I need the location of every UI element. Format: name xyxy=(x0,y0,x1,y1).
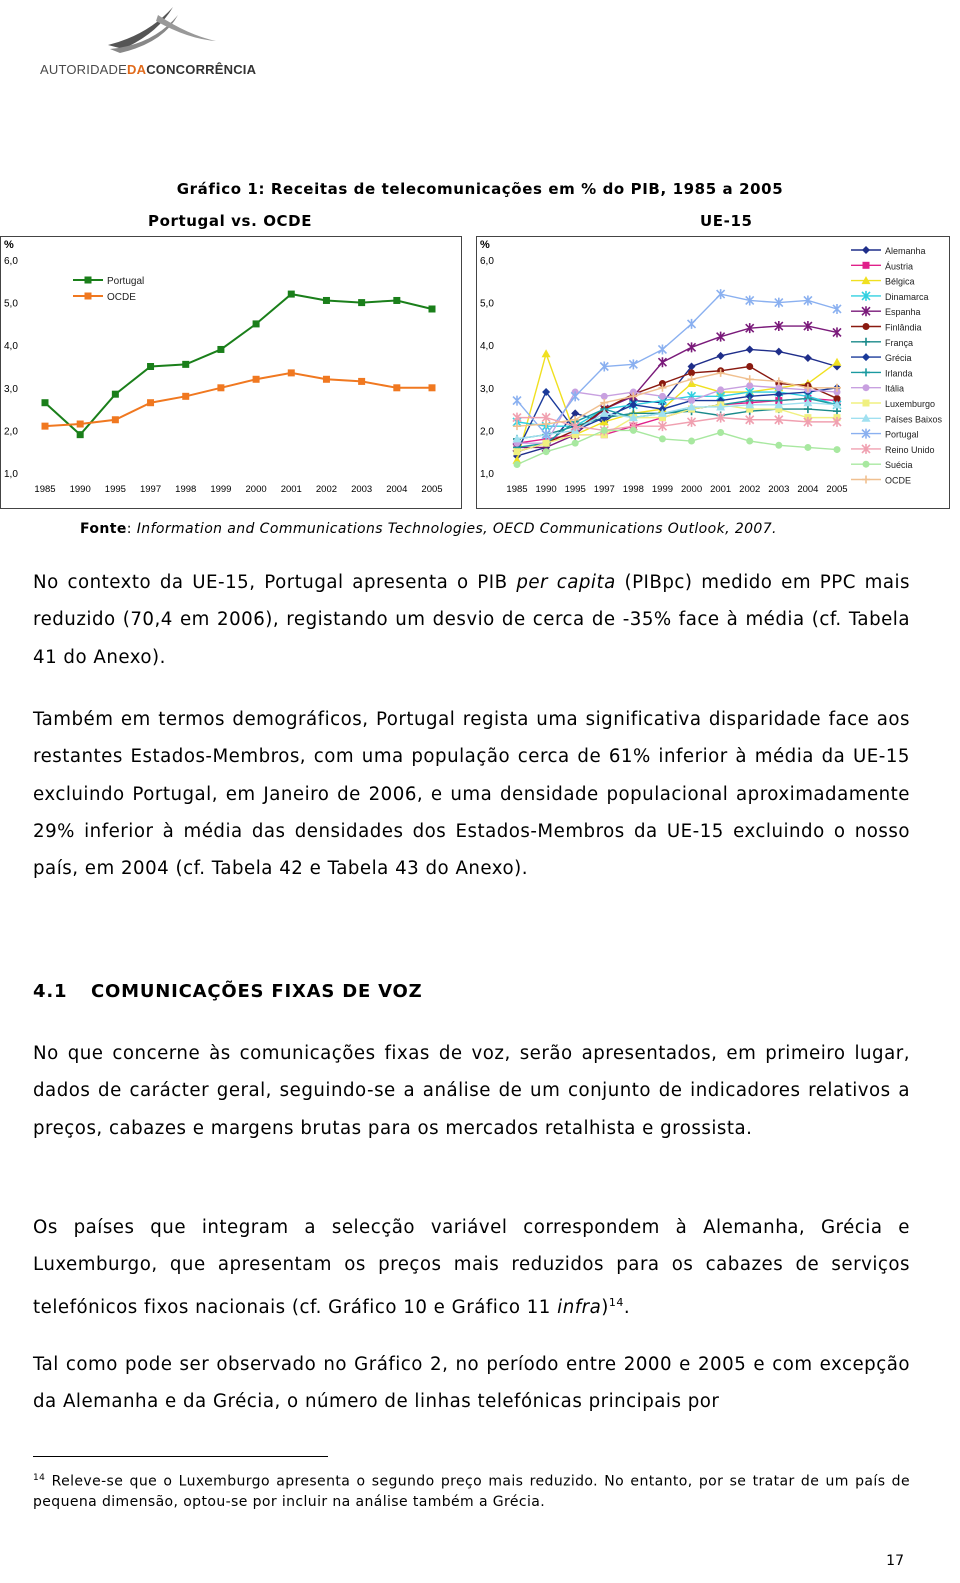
x-tick-label: 2003 xyxy=(768,484,790,495)
y-tick-label: 1,0 xyxy=(480,469,494,480)
x-tick-label: 1997 xyxy=(593,484,615,495)
x-tick-label: 2004 xyxy=(797,484,819,495)
data-point xyxy=(658,344,666,354)
data-point xyxy=(746,345,754,353)
data-point xyxy=(288,291,295,298)
legend-marker xyxy=(862,368,870,376)
y-tick-label: 2,0 xyxy=(4,426,18,438)
y-tick-label: 4,0 xyxy=(4,341,18,353)
right-chart-subtitle: UE-15 xyxy=(700,212,753,230)
data-point xyxy=(746,375,754,383)
paragraph-demografia: Também em termos demográficos, Portugal regista uma significativa disparidade face aos restantes Estados-Membros, com uma população cerca de 61% inferior à média da UE-15 excluindo Portugal, em Janeiro de 2006, e uma densidade populacional aproximadamente 29% inferior à média das densidades dos Estados-Membros da UE-15 excluindo o nosso país, em 2004 (cf. Tabela 42 e Tabela 43 do Anexo). xyxy=(33,709,910,880)
y-tick-label: 2,0 xyxy=(480,426,494,438)
data-point xyxy=(746,438,753,445)
y-tick-label: 3,0 xyxy=(4,383,18,395)
legend-label: Áustria xyxy=(885,261,914,272)
data-point xyxy=(513,422,521,430)
legend-label: OCDE xyxy=(107,292,136,303)
x-tick-label: 1990 xyxy=(535,484,557,495)
data-point xyxy=(288,369,295,376)
figure-title: Gráfico 1: Receitas de telecomunicações em % do PIB, 1985 a 2005 xyxy=(176,180,784,198)
y-unit-label: % xyxy=(4,239,14,251)
y-tick-label: 3,0 xyxy=(480,383,494,395)
legend-marker xyxy=(863,461,870,468)
x-tick-label: 1995 xyxy=(104,484,126,495)
data-point xyxy=(804,405,812,413)
data-point xyxy=(323,297,330,304)
legend-marker xyxy=(863,400,870,407)
legend-label: Países Baixos xyxy=(885,414,943,425)
x-tick-label: 2001 xyxy=(710,484,732,495)
x-tick-label: 1985 xyxy=(506,484,528,495)
data-point xyxy=(147,363,154,370)
data-point xyxy=(253,320,260,327)
x-tick-label: 1997 xyxy=(139,484,162,495)
x-tick-label: 1999 xyxy=(210,484,232,495)
x-tick-label: 1995 xyxy=(564,484,586,495)
x-tick-label: 2003 xyxy=(351,484,373,495)
x-tick-label: 2004 xyxy=(386,484,408,495)
section-heading: 4.1 COMUNICAÇÕES FIXAS DE VOZ xyxy=(33,981,423,1002)
data-point xyxy=(688,375,696,383)
y-tick-label: 6,0 xyxy=(480,256,494,267)
legend-label: França xyxy=(885,337,914,348)
paragraph-linhas-telefonicas: Tal como pode ser observado no Gráfico 2, no período entre 2000 e 2005 e com excepção da Alemanha e da Grécia, o número de linhas telefónicas principais por xyxy=(33,1354,910,1413)
data-point xyxy=(688,319,696,329)
page-number: 17 xyxy=(886,1553,904,1569)
legend-label: Irlanda xyxy=(885,368,913,379)
paragraph-comunicacoes-fixas: No que concerne às comunicações fixas de voz, serão apresentados, em primeiro lugar, dados de carácter geral, seguindo-se a análise de um conjunto de indicadores relativos a preços, cabazes e margens brutas para os mercados retalhista e grossista. xyxy=(33,1043,910,1139)
legend-label: Reino Unido xyxy=(885,444,935,455)
data-point xyxy=(717,332,725,342)
series-line xyxy=(517,354,837,461)
logo-text: AUTORIDADEDACONCORRÊNCIA xyxy=(40,62,257,77)
data-point xyxy=(717,386,724,393)
x-tick-label: 2000 xyxy=(680,484,703,495)
chart-ue15-svg xyxy=(477,237,949,508)
x-tick-label: 2005 xyxy=(826,484,848,495)
data-point xyxy=(804,354,812,362)
x-tick-label: 2002 xyxy=(315,484,338,495)
data-point xyxy=(217,384,224,391)
data-point xyxy=(543,440,550,447)
data-point xyxy=(358,299,365,306)
data-point xyxy=(358,378,365,385)
data-point xyxy=(834,446,841,453)
x-tick-label: 1999 xyxy=(651,484,674,495)
data-point xyxy=(147,399,154,406)
legend-marker xyxy=(862,353,870,361)
y-tick-label: 1,0 xyxy=(4,469,18,480)
y-tick-label: 4,0 xyxy=(480,341,494,353)
data-point xyxy=(393,297,400,304)
legend-label: Suécia xyxy=(885,460,913,471)
y-tick-label: 6,0 xyxy=(4,256,18,267)
legend-label: Finlândia xyxy=(885,322,922,333)
x-tick-label: 1990 xyxy=(69,484,91,495)
data-point xyxy=(775,348,783,356)
data-point xyxy=(429,384,436,391)
legend-label: OCDE xyxy=(885,475,912,486)
data-point xyxy=(513,396,521,406)
data-point xyxy=(833,358,842,366)
legend-label: Grécia xyxy=(885,353,912,364)
legend-marker xyxy=(863,384,870,391)
legend-label: Espanha xyxy=(885,307,921,318)
data-point xyxy=(775,442,782,449)
legend-label: Alemanha xyxy=(885,246,926,256)
data-point xyxy=(717,352,725,360)
data-point xyxy=(77,431,84,438)
x-tick-label: 1998 xyxy=(622,484,644,495)
data-point xyxy=(429,305,436,312)
chart-portugal-vs-ocde xyxy=(0,236,462,509)
data-point xyxy=(253,376,260,383)
footnote: $^{14}$ Releve-se que o Luxemburgo apresenta o segundo preço mais reduzido. No entanto, por se tratar de um país de pequena dimensão, optou-se por incluir na análise também a Grécia. xyxy=(33,1473,910,1510)
series-line xyxy=(45,294,432,435)
footnote-divider xyxy=(33,1456,328,1457)
data-point xyxy=(112,391,119,398)
data-point xyxy=(323,376,330,383)
x-tick-label: 2000 xyxy=(245,484,267,495)
data-point xyxy=(804,444,811,451)
y-tick-label: 5,0 xyxy=(4,298,18,310)
legend-marker xyxy=(863,262,870,269)
legend-marker xyxy=(85,277,92,284)
legend-label: Bélgica xyxy=(885,276,915,287)
data-point xyxy=(658,357,666,367)
data-point xyxy=(542,349,551,357)
logo xyxy=(38,5,257,80)
chart-portugal-vs-ocde-svg xyxy=(1,237,461,508)
data-point xyxy=(42,423,49,430)
data-point xyxy=(514,448,521,455)
x-tick-label: 2005 xyxy=(421,484,443,495)
data-point xyxy=(688,438,695,445)
data-point xyxy=(630,427,637,434)
paragraph-pib: No contexto da UE-15, Portugal apresenta o PIB per capita (PIBpc) medido em PPC mais reduzido (70,4 em 2006), registando um desvio de cerca de -35% face à média (cf. Tabela 41 do Anexo). xyxy=(33,572,911,668)
series-line xyxy=(517,388,837,452)
data-point xyxy=(112,416,119,423)
legend-marker xyxy=(862,476,870,484)
x-tick-label: 2001 xyxy=(280,484,302,495)
y-unit-label: % xyxy=(480,239,490,251)
data-point xyxy=(543,448,550,455)
data-point xyxy=(572,440,579,447)
data-point xyxy=(182,393,189,400)
legend-label: Itália xyxy=(885,383,905,394)
legend-marker xyxy=(862,338,870,346)
left-chart-subtitle: Portugal vs. OCDE xyxy=(148,212,313,230)
legend-marker xyxy=(863,323,870,330)
data-point xyxy=(182,361,189,368)
legend-marker xyxy=(862,246,870,254)
x-tick-label: 1985 xyxy=(34,484,56,495)
chart-ue15 xyxy=(476,236,950,509)
legend-label: Portugal xyxy=(107,276,145,287)
legend-label: Luxemburgo xyxy=(885,399,936,409)
data-point xyxy=(601,427,608,434)
figure-source: Fonte: Information and Communications Technologies, OECD Communications Outlook, 2007. xyxy=(80,521,777,537)
data-point xyxy=(659,435,666,442)
y-tick-label: 5,0 xyxy=(480,298,494,310)
legend-label: Portugal xyxy=(885,429,919,440)
x-tick-label: 2002 xyxy=(739,484,761,495)
logo-swoosh-icon xyxy=(38,5,253,65)
data-point xyxy=(659,393,666,400)
data-point xyxy=(77,421,84,428)
data-point xyxy=(688,342,696,352)
data-point xyxy=(217,346,224,353)
series-line xyxy=(45,373,432,426)
data-point xyxy=(833,304,841,314)
data-point xyxy=(42,399,49,406)
data-point xyxy=(717,429,724,436)
legend-label: Dinamarca xyxy=(885,291,929,302)
data-point xyxy=(746,363,753,370)
data-point xyxy=(514,461,521,468)
data-point xyxy=(393,384,400,391)
x-tick-label: 1998 xyxy=(175,484,197,495)
paragraph-selecao-paises: Os países que integram a selecção variável correspondem à Alemanha, Grécia e Luxemburgo, que apresentam os preços mais reduzidos para os cabazes de serviços telefónicos fixos nacionais (cf. Gráfico 10 e Gráfico 11 infra)$^{14}$. xyxy=(33,1217,910,1318)
legend-marker xyxy=(85,293,92,300)
